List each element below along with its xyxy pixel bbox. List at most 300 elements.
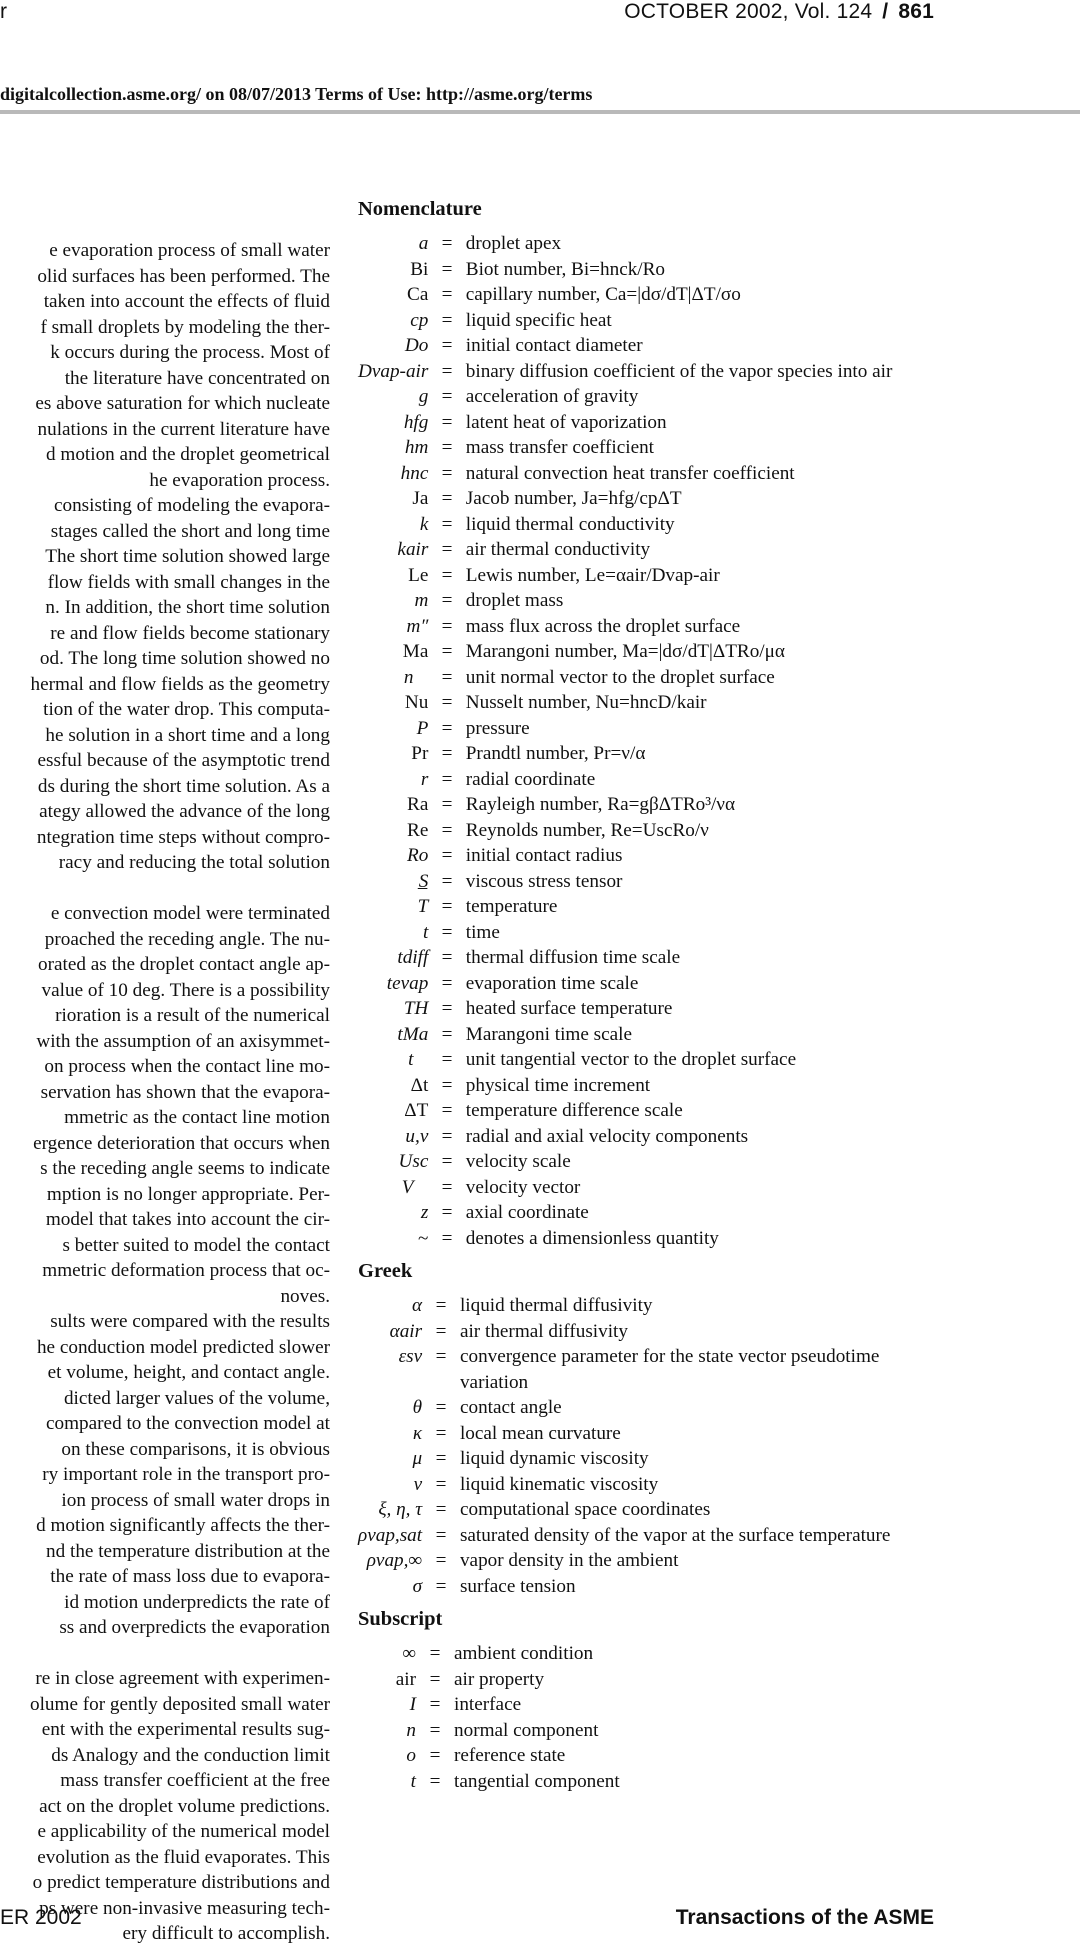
equals-sign: = bbox=[441, 335, 453, 356]
equals-sign: = bbox=[441, 615, 453, 637]
nomenclature-row bbox=[358, 1446, 938, 1472]
text-line: mass transfer coefficient at the free bbox=[60, 1770, 330, 1791]
text-line: mption is no longer appropriate. Per- bbox=[46, 1183, 330, 1205]
definition: tangential component bbox=[454, 1770, 620, 1792]
equals-sign: = bbox=[429, 1643, 441, 1664]
nomenclature-row bbox=[358, 1769, 934, 1795]
equals-sign: = bbox=[441, 717, 453, 739]
symbol: θ bbox=[412, 1397, 423, 1418]
definition: Rayleigh number, Ra=gβΔTRo³/να bbox=[465, 794, 736, 815]
definition: liquid thermal conductivity bbox=[465, 513, 675, 535]
equals-sign: = bbox=[441, 896, 453, 917]
nomenclature-row bbox=[358, 1421, 938, 1447]
symbol: g bbox=[418, 386, 429, 407]
equals-sign: = bbox=[441, 947, 453, 968]
nomenclature-row bbox=[358, 1124, 938, 1150]
text-line: evolution as the fluid evaporates. This bbox=[37, 1846, 330, 1868]
nomenclature-row bbox=[358, 1395, 938, 1421]
equals-sign: = bbox=[441, 437, 453, 458]
definition: evaporation time scale bbox=[465, 972, 639, 994]
nomenclature-row bbox=[358, 767, 938, 793]
nomenclature-row bbox=[358, 1293, 938, 1319]
definition: air property bbox=[454, 1668, 545, 1690]
text-line: hermal and flow fields as the geometry bbox=[30, 673, 330, 695]
text-line: s the receding angle seems to indicate bbox=[40, 1158, 330, 1179]
equals-sign: = bbox=[429, 1668, 441, 1690]
definition: thermal diffusion time scale bbox=[465, 947, 681, 968]
text-line: proached the receding angle. The nu- bbox=[44, 928, 330, 950]
symbol: Pr bbox=[411, 743, 429, 764]
equals-sign: = bbox=[441, 845, 453, 866]
text-line: consisting of modeling the evapora- bbox=[53, 495, 330, 516]
nomenclature-row bbox=[358, 308, 938, 334]
equals-sign: = bbox=[441, 488, 453, 509]
text-line bbox=[0, 876, 330, 902]
equals-sign: = bbox=[441, 743, 453, 764]
text-line: e applicability of the numerical model bbox=[37, 1821, 330, 1842]
equals-sign: = bbox=[441, 641, 453, 662]
equals-sign: = bbox=[441, 692, 453, 713]
definition: capillary number, Ca=|dσ/dT|ΔT/σo bbox=[465, 284, 741, 305]
text-line: ergence deterioration that occurs when bbox=[33, 1132, 330, 1154]
symbol: Dvap-air bbox=[358, 360, 429, 382]
equals-sign: = bbox=[441, 1227, 453, 1249]
text-line: n. In addition, the short time solution bbox=[45, 597, 330, 618]
symbol: t bbox=[410, 1770, 416, 1792]
symbol: Bi bbox=[410, 258, 429, 280]
definition: droplet apex bbox=[465, 233, 562, 254]
equals-sign: = bbox=[441, 462, 453, 484]
equals-sign: = bbox=[441, 768, 453, 790]
text-line: id motion underpredicts the rate of bbox=[64, 1591, 330, 1613]
nomenclature-row bbox=[358, 1226, 938, 1252]
nomenclature-row bbox=[358, 996, 938, 1022]
definition: unit normal vector to the droplet surface bbox=[465, 666, 775, 688]
equals-sign: = bbox=[441, 309, 453, 331]
symbol: m″ bbox=[406, 615, 429, 637]
definition: air thermal conductivity bbox=[465, 539, 651, 560]
definition: time bbox=[465, 921, 500, 943]
symbol: r bbox=[420, 768, 429, 790]
text-line: the rate of mass loss due to evapora- bbox=[50, 1566, 330, 1587]
nomenclature-row bbox=[358, 588, 938, 614]
nomenclature-row bbox=[358, 1667, 934, 1693]
download-notice: digitalcollection.asme.org/ on 08/07/2013 Terms of Use: http://asme.org/terms bbox=[0, 84, 593, 104]
definition: unit tangential vector to the droplet surface bbox=[465, 1049, 797, 1070]
definition: temperature difference scale bbox=[465, 1100, 683, 1121]
equals-sign: = bbox=[441, 411, 453, 433]
symbol: air bbox=[395, 1668, 416, 1690]
text-line: with the assumption of an axisymmet- bbox=[36, 1030, 330, 1052]
nomenclature-row bbox=[358, 1098, 938, 1124]
symbol: V⃗ bbox=[401, 1176, 429, 1198]
text-line: e convection model were terminated bbox=[50, 903, 330, 924]
definition: Reynolds number, Re=UscRo/ν bbox=[465, 819, 709, 841]
text-line: orated as the droplet contact angle ap- bbox=[38, 954, 330, 975]
nomenclature-row bbox=[358, 1175, 938, 1201]
nomenclature-row bbox=[358, 843, 938, 869]
definition: convergence parameter for the state vector pseudotime variation bbox=[459, 1346, 880, 1393]
symbol: tMa bbox=[397, 1023, 429, 1045]
nomenclature-row bbox=[358, 690, 938, 716]
nomenclature-row bbox=[358, 741, 938, 767]
text-line: The short time solution showed large bbox=[45, 546, 330, 567]
definition: ambient condition bbox=[454, 1643, 594, 1664]
symbol: hm bbox=[404, 437, 429, 458]
text-line: d motion and the droplet geometrical bbox=[46, 444, 330, 465]
text-line: ery difficult to accomplish. bbox=[122, 1923, 330, 1944]
symbol: m bbox=[414, 590, 429, 611]
nomenclature-column bbox=[358, 195, 938, 1800]
symbol: Do bbox=[404, 335, 429, 356]
nomenclature-row bbox=[358, 1200, 938, 1226]
equals-sign: = bbox=[441, 1202, 453, 1223]
definition: temperature bbox=[465, 896, 558, 917]
equals-sign: = bbox=[441, 998, 453, 1019]
symbol: ρvap,∞ bbox=[366, 1550, 423, 1571]
symbol: hfg bbox=[403, 411, 429, 433]
text-line: act on the droplet volume predictions. bbox=[39, 1795, 330, 1817]
definition: viscous stress tensor bbox=[465, 870, 623, 892]
symbol: Nu bbox=[404, 692, 429, 713]
nomenclature-row bbox=[358, 359, 938, 385]
equals-sign: = bbox=[429, 1694, 441, 1715]
equals-sign: = bbox=[429, 1719, 441, 1741]
text-line bbox=[0, 1641, 330, 1667]
nomenclature-row bbox=[358, 1319, 938, 1345]
nomenclature-row bbox=[358, 894, 938, 920]
symbol: αair bbox=[389, 1320, 423, 1342]
definition: mass flux across the droplet surface bbox=[465, 615, 741, 637]
nomenclature-row bbox=[358, 384, 938, 410]
text-line: ategy allowed the advance of the long bbox=[39, 801, 330, 822]
symbol: a bbox=[418, 233, 429, 254]
definition: contact angle bbox=[459, 1397, 562, 1418]
equals-sign: = bbox=[441, 284, 453, 305]
text-line: mmetric as the contact line motion bbox=[64, 1107, 330, 1128]
nomenclature-row bbox=[358, 1073, 938, 1099]
definition: Marangoni time scale bbox=[465, 1023, 632, 1045]
symbol: Ja bbox=[412, 488, 429, 509]
text-line: nd the temperature distribution at the bbox=[46, 1540, 330, 1562]
equals-sign: = bbox=[441, 564, 453, 586]
definition: velocity vector bbox=[465, 1176, 581, 1198]
equals-sign: = bbox=[441, 921, 453, 943]
definition: Nusselt number, Nu=hncD/kair bbox=[465, 692, 707, 713]
text-line: rioration is a result of the numerical bbox=[55, 1005, 330, 1026]
greek-heading: Greek bbox=[358, 1260, 413, 1282]
symbol: Ra bbox=[407, 794, 429, 815]
symbol: T bbox=[417, 896, 429, 917]
definition: natural convection heat transfer coefficient bbox=[465, 462, 795, 484]
text-line: he solution in a short time and a long bbox=[45, 724, 330, 746]
text-line: s better suited to model the contact bbox=[62, 1234, 330, 1256]
nomenclature-row bbox=[358, 792, 938, 818]
symbol: S̲ bbox=[418, 870, 429, 892]
equals-sign: = bbox=[441, 360, 453, 382]
symbol: ΔT bbox=[404, 1100, 429, 1121]
equals-sign: = bbox=[435, 1499, 447, 1520]
definition: binary diffusion coefficient of the vapor species into air bbox=[465, 360, 893, 382]
equals-sign: = bbox=[435, 1448, 447, 1469]
text-line: et volume, height, and contact angle. bbox=[47, 1362, 330, 1383]
equals-sign: = bbox=[441, 794, 453, 815]
nomenclature-row bbox=[358, 639, 938, 665]
definition: axial coordinate bbox=[465, 1202, 589, 1223]
definition: surface tension bbox=[459, 1575, 576, 1597]
equals-sign: = bbox=[435, 1295, 447, 1316]
nomenclature-row bbox=[358, 282, 938, 308]
header-rule bbox=[0, 110, 1080, 114]
equals-sign: = bbox=[435, 1346, 447, 1367]
equals-sign: = bbox=[441, 1023, 453, 1045]
symbol: n⃗ bbox=[403, 666, 429, 688]
text-line: sults were compared with the results bbox=[50, 1311, 330, 1332]
symbol: ρvap,sat bbox=[358, 1524, 423, 1546]
definition: heated surface temperature bbox=[465, 998, 673, 1019]
equals-sign: = bbox=[435, 1320, 447, 1342]
text-line: ent with the experimental results sug- bbox=[41, 1719, 330, 1740]
text-line: on these comparisons, it is obvious bbox=[61, 1438, 330, 1460]
text-line: servation has shown that the evapora- bbox=[40, 1081, 330, 1103]
text-line: k occurs during the process. Most of bbox=[50, 342, 330, 363]
symbol: ~ bbox=[417, 1227, 429, 1249]
nomenclature-row bbox=[358, 971, 938, 997]
subscript-table bbox=[358, 1641, 934, 1794]
definition: vapor density in the ambient bbox=[459, 1550, 679, 1571]
equals-sign: = bbox=[435, 1575, 447, 1597]
text-line: dicted larger values of the volume, bbox=[63, 1387, 330, 1409]
running-head-separator: / bbox=[882, 0, 889, 23]
greek-table bbox=[358, 1293, 938, 1599]
text-line: racy and reducing the total solution bbox=[58, 852, 330, 873]
nomenclature-row bbox=[358, 945, 938, 971]
definition: air thermal diffusivity bbox=[459, 1320, 628, 1342]
nomenclature-row bbox=[358, 537, 938, 563]
symbol: Ca bbox=[407, 284, 429, 305]
symbol: Ro bbox=[407, 845, 429, 866]
text-line: ds Analogy and the conduction limit bbox=[51, 1744, 330, 1766]
text-line: d motion significantly affects the ther- bbox=[36, 1515, 330, 1536]
text-line: re in close agreement with experimen- bbox=[35, 1668, 330, 1689]
equals-sign: = bbox=[441, 233, 453, 254]
equals-sign: = bbox=[441, 1176, 453, 1198]
nomenclature-row bbox=[358, 461, 938, 487]
footer-journal: Transactions of the ASME bbox=[675, 1906, 934, 1929]
definition: initial contact diameter bbox=[465, 335, 643, 356]
text-line: es above saturation for which nucleate bbox=[35, 393, 330, 414]
symbol: ξ, η, τ bbox=[378, 1499, 423, 1520]
definition: liquid kinematic viscosity bbox=[459, 1473, 659, 1495]
text-line: value of 10 deg. There is a possibility bbox=[41, 979, 330, 1001]
symbol: TH bbox=[403, 998, 429, 1019]
text-line: ry important role in the transport pro- bbox=[42, 1464, 330, 1485]
text-line: on process when the contact line mo- bbox=[44, 1056, 330, 1077]
nomenclature-row bbox=[358, 1497, 938, 1523]
nomenclature-row bbox=[358, 920, 938, 946]
nomenclature-row bbox=[358, 231, 938, 257]
nomenclature-row bbox=[358, 614, 938, 640]
definition: computational space coordinates bbox=[459, 1499, 711, 1520]
equals-sign: = bbox=[435, 1397, 447, 1418]
nomenclature-row bbox=[358, 1149, 938, 1175]
subscript-heading: Subscript bbox=[358, 1608, 443, 1630]
definition: interface bbox=[454, 1694, 522, 1715]
nomenclature-row bbox=[358, 1548, 938, 1574]
text-line: he evaporation process. bbox=[149, 469, 330, 491]
definition: local mean curvature bbox=[459, 1422, 621, 1444]
equals-sign: = bbox=[441, 590, 453, 611]
nomenclature-row bbox=[358, 818, 938, 844]
symbol: o bbox=[406, 1745, 416, 1766]
definition: saturated density of the vapor at the surface temperature bbox=[459, 1524, 891, 1546]
equals-sign: = bbox=[441, 819, 453, 841]
text-line: olid surfaces has been performed. The bbox=[37, 265, 330, 287]
nomenclature-row bbox=[358, 1574, 938, 1600]
symbol: α bbox=[412, 1295, 423, 1316]
text-line: o predict temperature distributions and bbox=[32, 1872, 330, 1893]
nomenclature-row bbox=[358, 665, 938, 691]
symbol: κ bbox=[412, 1422, 423, 1444]
nomenclature-row bbox=[358, 716, 938, 742]
definition: radial coordinate bbox=[465, 768, 596, 790]
definition: Jacob number, Ja=hfg/cpΔT bbox=[465, 488, 682, 509]
equals-sign: = bbox=[429, 1745, 441, 1766]
text-line: ps were non-invasive measuring tech- bbox=[39, 1897, 330, 1919]
equals-sign: = bbox=[441, 666, 453, 688]
nomenclature-row bbox=[358, 1344, 938, 1395]
equals-sign: = bbox=[435, 1524, 447, 1546]
symbol: Usc bbox=[398, 1151, 429, 1172]
definition: Marangoni number, Ma=|dσ/dT|ΔTRo/μα bbox=[465, 641, 785, 662]
text-line: model that takes into account the cir- bbox=[45, 1209, 330, 1230]
running-head-fragment: r bbox=[0, 0, 7, 23]
text-line: ss and overpredicts the evaporation bbox=[59, 1617, 330, 1638]
definition: liquid thermal diffusivity bbox=[459, 1295, 653, 1316]
equals-sign: = bbox=[441, 539, 453, 560]
definition: physical time increment bbox=[465, 1074, 651, 1096]
nomenclature-row bbox=[358, 1743, 934, 1769]
equals-sign: = bbox=[441, 1100, 453, 1121]
journal-issue: OCTOBER 2002, Vol. 124 bbox=[624, 0, 873, 23]
definition: radial and axial velocity components bbox=[465, 1125, 749, 1147]
symbol: k bbox=[419, 513, 429, 535]
left-column-text bbox=[0, 238, 330, 1947]
definition: mass transfer coefficient bbox=[465, 437, 655, 458]
equals-sign: = bbox=[429, 1770, 441, 1792]
text-line: e evaporation process of small water bbox=[49, 240, 330, 261]
symbol: σ bbox=[412, 1575, 423, 1597]
definition: velocity scale bbox=[465, 1151, 571, 1172]
nomenclature-row bbox=[358, 333, 938, 359]
symbol: μ bbox=[412, 1448, 423, 1469]
equals-sign: = bbox=[441, 1125, 453, 1147]
symbol: tdiff bbox=[397, 947, 429, 968]
definition: Lewis number, Le=αair/Dvap-air bbox=[465, 564, 720, 586]
symbol: t⃗ bbox=[408, 1049, 429, 1070]
definition: Biot number, Bi=hnck/Ro bbox=[465, 258, 666, 280]
symbol: hnc bbox=[400, 462, 429, 484]
nomenclature-row bbox=[358, 1022, 938, 1048]
nomenclature-row bbox=[358, 1472, 938, 1498]
symbol: Re bbox=[407, 819, 429, 841]
symbol: Ma bbox=[402, 641, 429, 662]
text-line: ntegration time steps without compro- bbox=[36, 826, 330, 848]
nomenclature-row bbox=[358, 512, 938, 538]
text-line: compared to the convection model at bbox=[46, 1413, 330, 1434]
symbol: cp bbox=[410, 309, 429, 331]
nomenclature-row bbox=[358, 869, 938, 895]
definition: droplet mass bbox=[465, 590, 564, 611]
running-head bbox=[624, 0, 934, 24]
definition: pressure bbox=[465, 717, 530, 739]
definition: acceleration of gravity bbox=[465, 386, 639, 407]
text-line: he conduction model predicted slower bbox=[36, 1336, 330, 1358]
definition: normal component bbox=[454, 1719, 599, 1741]
definition: denotes a dimensionless quantity bbox=[465, 1227, 719, 1249]
symbol: n bbox=[406, 1719, 416, 1741]
symbol: ν bbox=[413, 1473, 423, 1495]
symbol: z bbox=[420, 1202, 429, 1223]
symbol: u,v bbox=[405, 1125, 429, 1147]
equals-sign: = bbox=[441, 513, 453, 535]
equals-sign: = bbox=[441, 386, 453, 407]
equals-sign: = bbox=[441, 972, 453, 994]
text-line: re and flow fields become stationary bbox=[50, 622, 330, 644]
nomenclature-row bbox=[358, 1047, 938, 1073]
symbol: t bbox=[423, 921, 429, 943]
definition: liquid dynamic viscosity bbox=[459, 1448, 649, 1469]
equals-sign: = bbox=[441, 870, 453, 892]
equals-sign: = bbox=[435, 1550, 447, 1571]
footer-fragment: ER 2002 bbox=[0, 1906, 82, 1929]
equals-sign: = bbox=[441, 1151, 453, 1172]
text-line: noves. bbox=[280, 1285, 330, 1307]
symbol: kair bbox=[397, 539, 429, 560]
nomenclature-row bbox=[358, 1718, 934, 1744]
equals-sign: = bbox=[441, 1074, 453, 1096]
definition: reference state bbox=[454, 1745, 566, 1766]
symbol: Δt bbox=[410, 1074, 429, 1096]
nomenclature-row bbox=[358, 1692, 934, 1718]
text-line: taken into account the effects of fluid bbox=[43, 291, 330, 312]
equals-sign: = bbox=[435, 1422, 447, 1444]
nomenclature-row bbox=[358, 435, 938, 461]
equals-sign: = bbox=[441, 1049, 453, 1070]
symbol: ∞ bbox=[402, 1643, 416, 1664]
nomenclature-row bbox=[358, 1523, 938, 1549]
text-line: essful because of the asymptotic trend bbox=[37, 750, 330, 771]
text-line: tion of the water drop. This computa- bbox=[43, 699, 330, 720]
nomenclature-row bbox=[358, 410, 938, 436]
symbol: Le bbox=[408, 564, 429, 586]
text-line: nulations in the current literature have bbox=[37, 418, 330, 440]
page-number: 861 bbox=[898, 0, 934, 23]
text-line: the literature have concentrated on bbox=[64, 367, 330, 389]
text-line: stages called the short and long time bbox=[50, 520, 330, 542]
nomenclature-heading: Nomenclature bbox=[358, 198, 482, 220]
nomenclature-row bbox=[358, 257, 938, 283]
nomenclature-table bbox=[358, 231, 938, 1251]
symbol: I bbox=[409, 1694, 416, 1715]
text-line: f small droplets by modeling the ther- bbox=[40, 316, 330, 338]
symbol: εsv bbox=[398, 1346, 423, 1367]
text-line: flow fields with small changes in the bbox=[47, 571, 330, 593]
nomenclature-row bbox=[358, 486, 938, 512]
text-line: ion process of small water drops in bbox=[61, 1489, 330, 1511]
nomenclature-row bbox=[358, 1641, 934, 1667]
text-line: mmetric deformation process that oc- bbox=[42, 1260, 330, 1281]
